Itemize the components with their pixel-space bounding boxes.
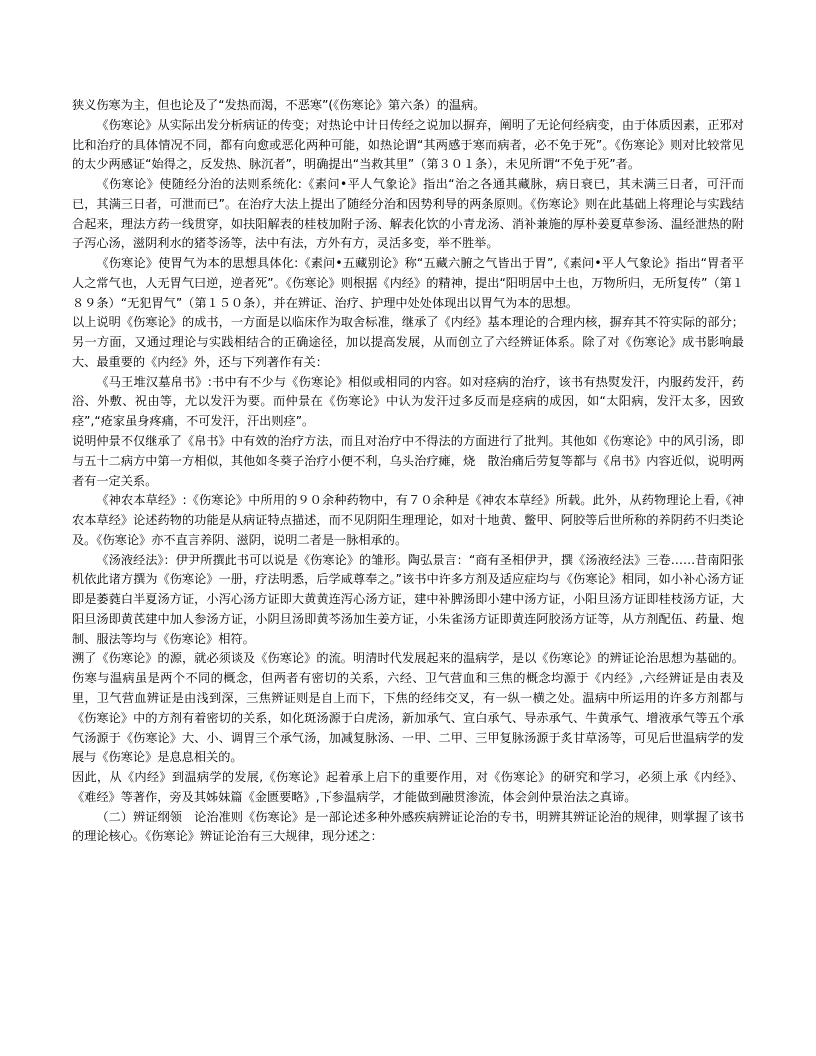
paragraph: 《伤寒论》使胃气为本的思想具体化:《素问•五藏别论》称“五藏六腑之气皆出于胃”,《素问•平人气象论》指出“胃者平人之常气也，人无胃气曰逆，逆者死”。《伤寒论》则根据《内经》的精神，提出“阳明居中土也，万物所归，无所复传”（第１８９条）“无犯胃气”（第１５０条），并在辨证、治疗、护理中处处体现出以胃气为本的思想。 xyxy=(72,256,744,310)
paragraph: 《马王堆汉墓帛书》:书中有不少与《伤寒论》相似或相同的内容。如对痉病的治疗，该书有热熨发汗，内服药发汗，药浴、外敷、祝由等，尤以发汗为要。而仲景在《伤寒论》中认为发汗过多反而是痉病的成因，如“太阳病，发汗太多，因致痉”,“疮家虽身疼痛，不可发汗，汗出则痉”。 xyxy=(72,374,744,429)
paragraph: 《汤液经法》：伊尹所撰此书可以说是《伤寒论》的雏形。陶弘景言：“商有圣相伊尹，撰《汤液经法》三卷……昔南阳张机依此诸方撰为《伤寒论》一册，疗法明悉，后学咸尊奉之。”该书中许多方剂及适应症均与《伤寒论》相同，如小补心汤方证即是萎蕤白半夏汤方证，小泻心汤方证即大黄黄连泻心汤方证，建中补脾汤即小建中汤方证，小阳旦汤方证即桂枝汤方证，大阳旦汤即黄芪建中加人参汤方证，小阴旦汤即黄芩汤加生姜方证，小朱雀汤方证即黄连阿胶汤方证等，从方剂配伍、药量、炮制、服法等均与《伤寒论》相符。 xyxy=(72,552,744,646)
paragraph: 溯了《伤寒论》的源，就必须谈及《伤寒论》的流。明清时代发展起来的温病学，是以《伤寒论》的辨证论治思想为基础的。伤寒与温病虽是两个不同的概念，但两者有密切的关系，六经、卫气营血和三焦的概念均源于《内经》,六经辨证是由表及里，卫气营血辨证是由浅到深，三焦辨证则是自上而下，下焦的经纬交叉，有一纵一横之处。温病中所运用的许多方剂都与《伤寒论》中的方剂有着密切的关系，如化斑汤源于白虎汤，新加承气、宣白承气、导赤承气、牛黄承气、增液承气等五个承气汤源于《伤寒论》大、小、调胃三个承气汤，加减复脉汤、一甲、二甲、三甲复脉汤源于炙甘草汤等，可见后世温病学的发展与《伤寒论》是息息相关的。 xyxy=(72,651,744,765)
paragraph: 《神农本草经》:《伤寒论》中所用的９０余种药物中，有７０余种是《神农本草经》所载。此外，从药物理论上看,《神农本草经》论述药物的功能是从病证特点描述，而不见阴阳生理理论，如对十地黄、鳖甲、阿胶等后世所称的养阴药不归类论及。《伤寒论》亦不直言养阴、滋阴，说明二者是一脉相承的。 xyxy=(72,493,744,547)
paragraph: 狭义伤寒为主，但也论及了“发热而渴，不恶寒”(《伤寒论》第六条）的温病。 xyxy=(72,98,486,112)
paragraph: 《伤寒论》从实际出发分析病证的传变；对热论中计日传经之说加以摒弃，阐明了无论何经病变，由于体质因素，正邪对比和治疗的具体情况不同，都有向愈或恶化两种可能，如热论谓“其两感于寒而病者，必不免于死”。《伤寒论》则对比较常见的太少两感证“始得之，反发热、脉沉者”，明确提出“当救其里”（第３０１条），未见所谓“不免于死”者。 xyxy=(72,117,744,172)
paragraph: 因此，从《内经》到温病学的发展,《伤寒论》起着承上启下的重要作用，对《伤寒论》的研究和学习，必须上承《内经》、《难经》等著作，旁及其姊妹篇《金匮要略》,下参温病学，才能做到融贯渗流，体会剑仲景治法之真谛。 xyxy=(72,770,744,804)
document-body xyxy=(72,96,744,847)
paragraph: 说明仲景不仅继承了《帛书》中有效的治疗方法，而且对治疗中不得法的方面进行了批判。其他如《伤寒论》中的风引汤，即与五十二病方中第一方相似，其他如冬葵子治疗小便不利，乌头治疗瘫，烧 散治痛后劳复等都与《帛书》内容近似，说明两者有一定关系。 xyxy=(72,434,744,488)
paragraph: 《伤寒论》使随经分治的法则系统化:《素问•平人气象论》指出“治之各通其藏脉，病日衰已，其未满三日者，可汗而已，其满三日者，可泄而已”。在治疗大法上提出了随经分治和因势利导的两条原则。《伤寒论》则在此基础上将理论与实践结合起来，理法方药一线贯穿，如扶阳解表的桂枝加附子汤、解表化饮的小青龙汤、消补兼施的厚朴姜夏草参汤、温经泄热的附子泻心汤，滋阴利水的猪苓汤等，法中有法，方外有方，灵活多变，举不胜举。 xyxy=(72,177,744,251)
paragraph: （二）辨证纲领 论治准则《伤寒论》是一部论述多种外感疾病辨证论治的专书，明辨其辨证论治的规律，则掌握了该书的理论核心。《伤寒论》辨证论治有三大规律，现分述之： xyxy=(72,809,744,844)
paragraph: 以上说明《伤寒论》的成书，一方面是以临床作为取舍标准，继承了《内经》基本理论的合理内核，摒弃其不符实际的部分；另一方面，又通过理论与实践相结合的正确途径，加以提高发展，从而创立了六经辨证体系。除了对《伤寒论》成书影响最大、最重要的《内经》外，还与下列著作有关： xyxy=(72,315,744,369)
